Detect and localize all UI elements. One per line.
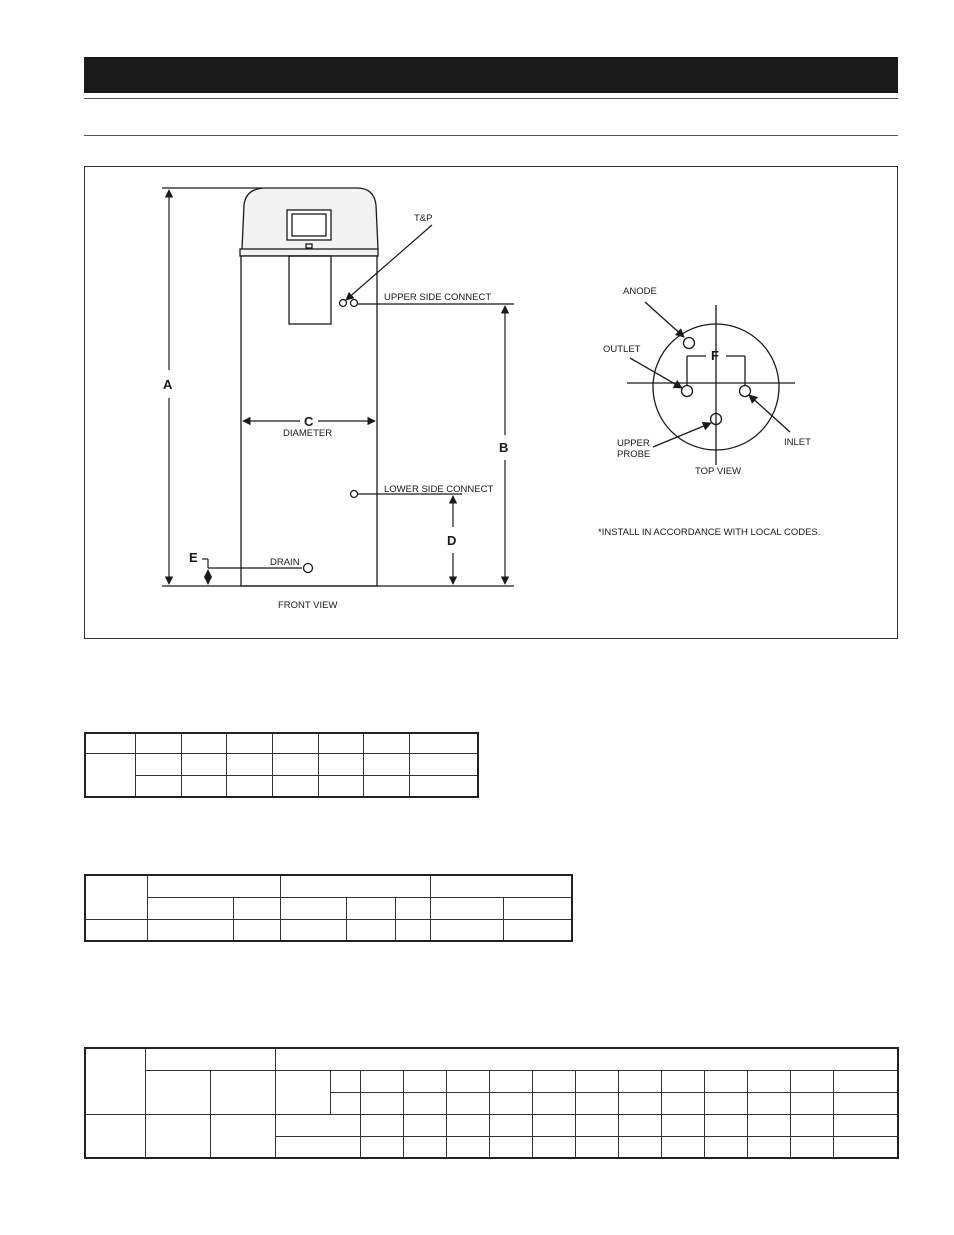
table-cell (662, 1070, 705, 1092)
table-cell (409, 775, 478, 797)
table-cell (409, 753, 478, 775)
table-cell (504, 919, 573, 941)
table-cell (791, 1070, 834, 1092)
table-cell (361, 1114, 404, 1136)
table-cell (318, 775, 364, 797)
specifications-table (84, 874, 573, 942)
table-cell (431, 919, 504, 941)
front-view-label: FRONT VIEW (278, 600, 338, 611)
table-cell (148, 875, 281, 897)
dimension-b-label: B (499, 440, 509, 455)
table-cell (85, 875, 148, 919)
table-cell (791, 1092, 834, 1114)
table-cell (136, 775, 182, 797)
table-cell (834, 1070, 899, 1092)
table-cell (447, 1136, 490, 1158)
table-cell (331, 1070, 361, 1092)
table-cell (85, 1114, 146, 1158)
table-cell (364, 753, 410, 775)
table-cell (404, 1070, 447, 1092)
upper-probe-label-line2: PROBE (617, 449, 651, 460)
dimension-c-label: C (304, 414, 314, 429)
table-cell (331, 1092, 361, 1114)
table-cell (705, 1070, 748, 1092)
table-cell (281, 897, 347, 919)
table-cell (619, 1092, 662, 1114)
table-cell (404, 1092, 447, 1114)
table-cell (619, 1070, 662, 1092)
table-cell (136, 733, 182, 753)
water-heater-front-view (240, 188, 378, 586)
table-cell (347, 919, 396, 941)
table-cell (85, 1048, 146, 1114)
table-cell (447, 1070, 490, 1092)
table-cell (834, 1114, 899, 1136)
table-cell (272, 753, 318, 775)
table-cell (318, 733, 364, 753)
table-cell (211, 1114, 276, 1158)
table-cell (181, 733, 227, 753)
table-cell (136, 753, 182, 775)
table-cell (396, 919, 431, 941)
table-cell (662, 1092, 705, 1114)
table-cell (281, 919, 347, 941)
table-cell (791, 1114, 834, 1136)
table-cell (364, 775, 410, 797)
table-cell (272, 775, 318, 797)
table-cell (748, 1070, 791, 1092)
table-cell (364, 733, 410, 753)
inlet-label: INLET (784, 437, 811, 448)
table-cell (148, 897, 234, 919)
diameter-label: DIAMETER (283, 428, 333, 439)
table-cell (234, 897, 281, 919)
table-cell (533, 1092, 576, 1114)
table-cell (148, 919, 234, 941)
table-cell (834, 1092, 899, 1114)
table-cell (533, 1070, 576, 1092)
table-cell (227, 733, 273, 753)
table-cell (490, 1136, 533, 1158)
table-cell (748, 1136, 791, 1158)
lower-side-connect-label: LOWER SIDE CONNECT (384, 484, 494, 495)
table-cell (490, 1092, 533, 1114)
table-cell (748, 1114, 791, 1136)
table-cell (431, 897, 504, 919)
dimensions-table (84, 732, 479, 798)
dimension-d-label: D (447, 533, 457, 548)
table-cell (431, 875, 573, 897)
top-view (627, 302, 795, 465)
table-cell (85, 753, 136, 797)
table-cell (490, 1114, 533, 1136)
table-cell (576, 1070, 619, 1092)
table-cell (227, 753, 273, 775)
tp-label: T&P (414, 213, 433, 224)
dimension-a-label: A (163, 377, 173, 392)
table-cell (447, 1114, 490, 1136)
table-cell (576, 1114, 619, 1136)
table-cell (662, 1114, 705, 1136)
dimension-f-label: F (711, 348, 719, 363)
table-cell (533, 1114, 576, 1136)
table-cell (281, 875, 431, 897)
outlet-label: OUTLET (603, 344, 641, 355)
table-cell (662, 1136, 705, 1158)
table-cell (576, 1092, 619, 1114)
table-cell (347, 897, 396, 919)
drain-label: DRAIN (270, 557, 300, 568)
dimension-e-label: E (189, 550, 198, 565)
top-view-label: TOP VIEW (695, 466, 742, 477)
table-cell (404, 1136, 447, 1158)
table-cell (396, 897, 431, 919)
table-cell (705, 1114, 748, 1136)
table-cell (181, 753, 227, 775)
table-cell (146, 1048, 276, 1070)
table-cell (705, 1136, 748, 1158)
table-cell (361, 1070, 404, 1092)
table-cell (361, 1136, 404, 1158)
table-cell (276, 1114, 361, 1136)
table-cell (227, 775, 273, 797)
table-cell (318, 753, 364, 775)
table-cell (234, 919, 281, 941)
table-cell (85, 733, 136, 753)
table-cell (211, 1070, 276, 1114)
upper-side-connect-label: UPPER SIDE CONNECT (384, 292, 492, 303)
table-cell (181, 775, 227, 797)
table-cell (619, 1136, 662, 1158)
table-cell (447, 1092, 490, 1114)
table-cell (404, 1114, 447, 1136)
table-cell (276, 1048, 899, 1070)
upper-probe-label-line1: UPPER (617, 438, 650, 449)
table-cell (533, 1136, 576, 1158)
table-cell (85, 919, 148, 941)
table-cell (834, 1136, 899, 1158)
table-cell (619, 1114, 662, 1136)
table-cell (791, 1136, 834, 1158)
table-cell (276, 1136, 361, 1158)
table-cell (276, 1070, 331, 1114)
table-cell (146, 1070, 211, 1114)
table-cell (409, 733, 478, 753)
performance-table (84, 1047, 899, 1159)
table-cell (490, 1070, 533, 1092)
table-cell (705, 1092, 748, 1114)
install-note: *INSTALL IN ACCORDANCE WITH LOCAL CODES. (598, 527, 821, 538)
table-cell (361, 1092, 404, 1114)
table-cell (272, 733, 318, 753)
table-cell (748, 1092, 791, 1114)
table-cell (576, 1136, 619, 1158)
anode-label: ANODE (623, 286, 657, 297)
table-cell (504, 897, 573, 919)
table-cell (146, 1114, 211, 1158)
